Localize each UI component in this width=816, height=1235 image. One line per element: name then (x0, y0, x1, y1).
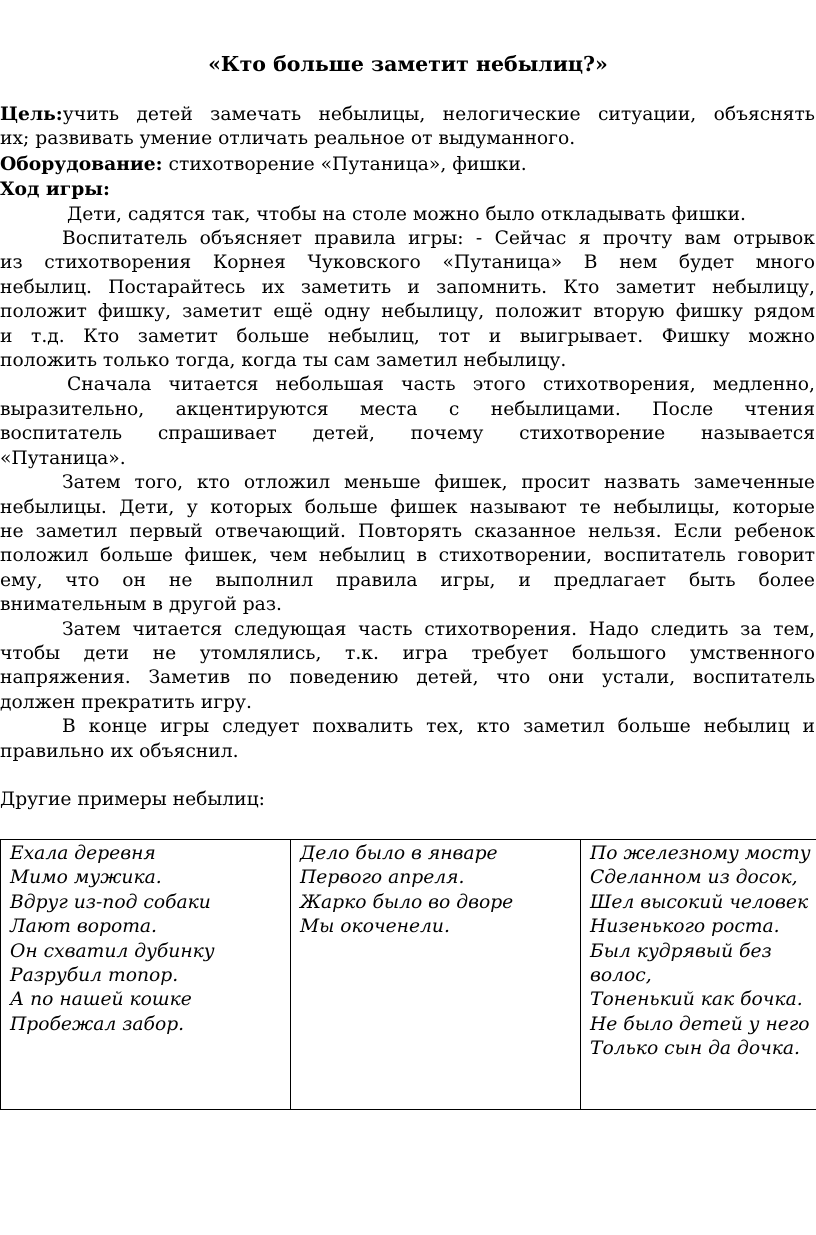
paragraph-line: должен прекратить игру. (0, 691, 252, 713)
paragraph (0, 203, 815, 227)
procedure-paragraphs (0, 203, 815, 764)
verse-line: Тоненький как бочка. (590, 989, 803, 1011)
paragraph-line: воспитатель спрашивает детей, почему стихотворение называется (0, 423, 815, 445)
paragraph-line: ему, что он не выполнил правила игры, и предлагает быть более (0, 569, 815, 591)
examples-row (1, 840, 816, 1110)
verse-line: Он схватил дубинку (10, 940, 215, 962)
equipment-label: Оборудование: (0, 152, 163, 175)
paragraph (0, 471, 815, 617)
verse-line: Мимо мужика. (10, 867, 162, 889)
equipment-paragraph (0, 152, 815, 177)
verse-line: По железному мосту (590, 843, 811, 864)
paragraph-line: небылицы. Дети, у которых больше фишек называют те небылицы, которые (0, 496, 815, 518)
verse-line: Низенького роста. (590, 916, 780, 938)
goal-label: Цель: (0, 103, 63, 125)
verse-line: Лают ворота. (10, 916, 157, 938)
document-body (0, 102, 815, 813)
verse-line: А по нашей кошке (10, 989, 192, 1011)
verse-line: Пробежал забор. (10, 1013, 185, 1035)
verse-line: Не было детей у него (590, 1013, 810, 1035)
verse-line: Был кудрявый без (590, 940, 772, 962)
verse-line: Дело было в январе (300, 843, 498, 864)
verse-line: Первого апреля. (300, 867, 465, 889)
paragraph-line: положить только тогда, когда ты сам заметил небылицу. (0, 350, 567, 372)
verse-line: Сделанном из досок, (590, 867, 798, 889)
goal-text-line: учить детей замечать небылицы, нелогические ситуации, объяснять (62, 104, 815, 125)
paragraph-line: Затем того, кто отложил меньше фишек, просит назвать замеченные (62, 472, 815, 494)
paragraph-line: из стихотворения Корнея Чуковского «Путаница» В нем будет много (0, 252, 815, 274)
verse-line: Шел высокий человек (590, 891, 809, 913)
paragraph-line: напряжения. Заметив по поведению детей, что они устали, воспитатель (0, 667, 815, 689)
page-title: «Кто больше заметит небылиц?» (208, 52, 608, 76)
paragraph-line: Воспитатель объясняет правила игры: - Сейчас я прочту вам отрывок (62, 228, 815, 250)
examples-heading: Другие примеры небылиц: (0, 789, 265, 811)
paragraph-line: «Путаница». (0, 447, 126, 469)
examples-column (581, 840, 816, 1110)
paragraph-line: правильно их объяснил. (0, 740, 239, 762)
procedure-label: Ход игры: (0, 178, 110, 201)
paragraph (0, 373, 815, 471)
paragraph (0, 227, 815, 373)
paragraph-line: В конце игры следует похвалить тех, кто заметил больше небылиц и (62, 716, 815, 738)
paragraph-line: чтобы дети не утомлялись, т.к. игра требует большого умственного (0, 642, 815, 664)
paragraph-line: выразительно, акцентируются места с небылицами. После чтения (0, 398, 815, 420)
verse-line: волос, (590, 965, 652, 987)
examples-table (0, 839, 816, 1110)
verse-line: Жарко было во дворе (300, 891, 514, 913)
paragraph (0, 618, 815, 716)
verse-line: Вдруг из-под собаки (10, 891, 211, 913)
procedure-heading (0, 177, 815, 202)
paragraph-line: не заметил первый отвечающий. Повторять сказанное нельзя. Если ребенок (0, 520, 815, 542)
paragraph-line: положит фишку, заметит ещё одну небылицу, положит вторую фишку рядом (0, 301, 815, 323)
examples-column (1, 840, 291, 1110)
paragraph-line: внимательным в другой раз. (0, 594, 282, 616)
verse-line: Мы окоченели. (300, 916, 450, 938)
paragraph-line: и т.д. Кто заметит больше небылиц, тот и выигрывает. Фишку можно (0, 325, 815, 347)
verse-line: Разрубил топор. (10, 965, 179, 987)
equipment-text: стихотворение «Путаница», фишки. (162, 153, 527, 175)
verse-line: Ехала деревня (10, 843, 156, 864)
examples-column (291, 840, 581, 1110)
paragraph-line: Затем читается следующая часть стихотворения. Надо следить за тем, (62, 618, 815, 640)
verse-line: Только сын да дочка. (590, 1038, 800, 1060)
goal-paragraph (0, 102, 815, 152)
paragraph-line: Дети, садятся так, чтобы на столе можно было откладывать фишки. (67, 203, 746, 225)
paragraph-line: положил больше фишек, чем небылиц в стихотворении, воспитатель говорит (0, 545, 815, 567)
paragraph-line: небылиц. Постарайтесь их заметить и запомнить. Кто заметит небылицу, (0, 276, 815, 298)
paragraph (0, 715, 815, 764)
goal-text-line: их; развивать умение отличать реальное от выдуманного. (0, 128, 576, 150)
paragraph-line: Сначала читается небольшая часть этого стихотворения, медленно, (67, 374, 815, 396)
